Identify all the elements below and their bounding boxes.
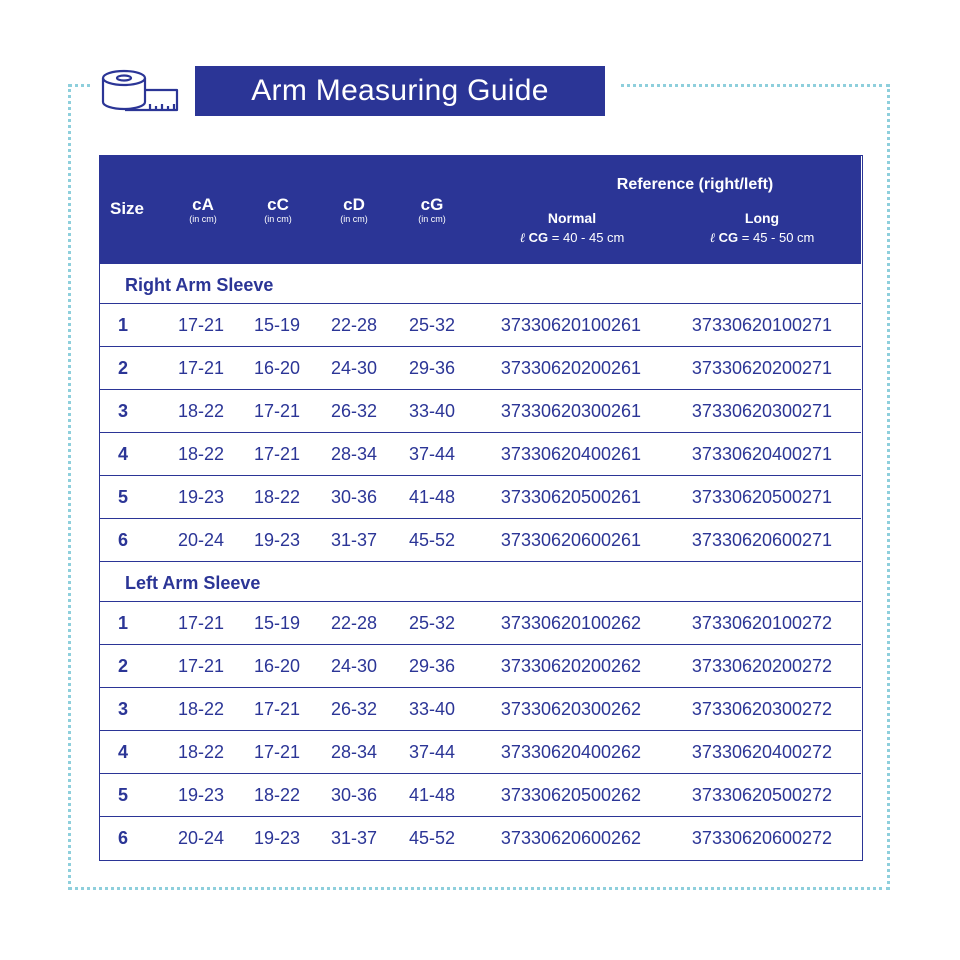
cell-long: 37330620200272 [691, 656, 833, 676]
cell-cg: 25-32 [408, 315, 456, 335]
header-normal-label: Normal [547, 210, 597, 226]
cell-size: 1 [118, 613, 129, 633]
header-long-label: Long [744, 210, 780, 226]
cell-long: 37330620100271 [691, 315, 833, 335]
page-title: Arm Measuring Guide [195, 66, 605, 116]
cell-cc: 15-19 [253, 613, 301, 633]
cell-cg: 45-52 [408, 530, 456, 550]
cell-long: 37330620500271 [691, 487, 833, 507]
header-normal-key: CG [528, 230, 549, 245]
table-row [100, 390, 861, 433]
cell-cc: 16-20 [253, 358, 301, 378]
header-cg [397, 196, 467, 224]
cell-long: 37330620300272 [691, 699, 833, 719]
measuring-tape-icon [100, 68, 180, 114]
cell-normal: 37330620600261 [500, 530, 642, 550]
cell-ca: 18-22 [177, 401, 225, 421]
cell-cd: 31-37 [330, 530, 378, 550]
cell-cg: 37-44 [408, 742, 456, 762]
header-cc-unit: (in cm) [264, 214, 292, 224]
header-cg-label: cG [420, 195, 444, 214]
cell-size: 3 [118, 699, 129, 719]
table-row [100, 304, 861, 347]
table-row [100, 645, 861, 688]
cell-ca: 19-23 [177, 785, 225, 805]
cell-cg: 41-48 [408, 487, 456, 507]
header-reference: Reference (right/left) [616, 176, 774, 193]
cell-normal: 37330620300262 [500, 699, 642, 719]
header-cc-label: cC [267, 195, 289, 214]
table-row [100, 688, 861, 731]
header-normal-range-line [482, 228, 662, 249]
table-header [100, 156, 861, 264]
cell-cg: 33-40 [408, 401, 456, 421]
cell-ca: 18-22 [177, 444, 225, 464]
cell-ca: 17-21 [177, 656, 225, 676]
cell-cd: 24-30 [330, 358, 378, 378]
cell-ca: 20-24 [177, 828, 225, 848]
cell-ca: 17-21 [177, 358, 225, 378]
cell-cd: 30-36 [330, 785, 378, 805]
header-cc [243, 196, 313, 224]
cell-cc: 16-20 [253, 656, 301, 676]
header-long-key: CG [718, 230, 739, 245]
cell-cd: 26-32 [330, 699, 378, 719]
cell-cg: 41-48 [408, 785, 456, 805]
cell-ca: 20-24 [177, 530, 225, 550]
cell-normal: 37330620100261 [500, 315, 642, 335]
header-cd [319, 196, 389, 224]
table-row [100, 817, 861, 860]
cell-long: 37330620100272 [691, 613, 833, 633]
cell-size: 2 [118, 358, 129, 378]
cell-normal: 37330620200261 [500, 358, 642, 378]
cell-cg: 37-44 [408, 444, 456, 464]
table-row [100, 433, 861, 476]
cell-cd: 22-28 [330, 613, 378, 633]
header-ca-label: cA [192, 195, 214, 214]
cell-cd: 26-32 [330, 401, 378, 421]
cell-cc: 18-22 [253, 487, 301, 507]
cell-normal: 37330620500261 [500, 487, 642, 507]
measurement-table [99, 155, 863, 861]
cell-cg: 33-40 [408, 699, 456, 719]
header-cg-unit: (in cm) [418, 214, 446, 224]
cell-cc: 17-21 [253, 401, 301, 421]
cell-size: 4 [118, 444, 129, 464]
cell-size: 5 [118, 785, 129, 805]
cell-cg: 45-52 [408, 828, 456, 848]
cell-normal: 37330620600262 [500, 828, 642, 848]
cell-cd: 22-28 [330, 315, 378, 335]
cell-cg: 29-36 [408, 656, 456, 676]
table-row [100, 602, 861, 645]
header-size: Size [110, 199, 145, 218]
cell-cc: 15-19 [253, 315, 301, 335]
cell-cc: 18-22 [253, 785, 301, 805]
cell-cg: 29-36 [408, 358, 456, 378]
cell-cd: 30-36 [330, 487, 378, 507]
cell-cc: 17-21 [253, 742, 301, 762]
cell-normal: 37330620300261 [500, 401, 642, 421]
cell-long: 37330620600271 [691, 530, 833, 550]
cell-size: 1 [118, 315, 129, 335]
cell-long: 37330620400271 [691, 444, 833, 464]
cell-ca: 18-22 [177, 699, 225, 719]
cell-normal: 37330620100262 [500, 613, 642, 633]
cell-size: 5 [118, 487, 129, 507]
cell-size: 6 [118, 530, 129, 550]
cell-long: 37330620500272 [691, 785, 833, 805]
cell-normal: 37330620400261 [500, 444, 642, 464]
header-normal [482, 208, 662, 249]
header-ca-unit: (in cm) [189, 214, 217, 224]
header-normal-range: = 40 - 45 cm [551, 230, 625, 245]
cell-cd: 31-37 [330, 828, 378, 848]
cell-cc: 19-23 [253, 828, 301, 848]
cell-ca: 19-23 [177, 487, 225, 507]
header-long [672, 208, 852, 249]
cell-cd: 28-34 [330, 742, 378, 762]
cell-normal: 37330620400262 [500, 742, 642, 762]
cell-ca: 17-21 [177, 315, 225, 335]
header-ca [168, 196, 238, 224]
section-title: Right Arm Sleeve [100, 264, 861, 304]
header-long-range: = 45 - 50 cm [741, 230, 815, 245]
table-row [100, 774, 861, 817]
cell-cc: 17-21 [253, 444, 301, 464]
cell-cd: 28-34 [330, 444, 378, 464]
cell-normal: 37330620200262 [500, 656, 642, 676]
length-symbol-icon: ℓ [519, 231, 526, 246]
cell-cc: 17-21 [253, 699, 301, 719]
cell-ca: 18-22 [177, 742, 225, 762]
section-title: Left Arm Sleeve [100, 562, 861, 602]
header-cd-label: cD [343, 195, 365, 214]
table-row [100, 476, 861, 519]
cell-size: 2 [118, 656, 129, 676]
cell-long: 37330620600272 [691, 828, 833, 848]
header-long-range-line [672, 228, 852, 249]
cell-cc: 19-23 [253, 530, 301, 550]
cell-size: 3 [118, 401, 129, 421]
cell-ca: 17-21 [177, 613, 225, 633]
length-symbol-icon: ℓ [709, 231, 716, 246]
table-row [100, 347, 861, 390]
table-row [100, 519, 861, 562]
cell-cg: 25-32 [408, 613, 456, 633]
cell-long: 37330620200271 [691, 358, 833, 378]
cell-long: 37330620400272 [691, 742, 833, 762]
cell-size: 4 [118, 742, 129, 762]
cell-cd: 24-30 [330, 656, 378, 676]
table-row [100, 731, 861, 774]
cell-size: 6 [118, 828, 129, 848]
header-cd-unit: (in cm) [340, 214, 368, 224]
cell-long: 37330620300271 [691, 401, 833, 421]
cell-normal: 37330620500262 [500, 785, 642, 805]
